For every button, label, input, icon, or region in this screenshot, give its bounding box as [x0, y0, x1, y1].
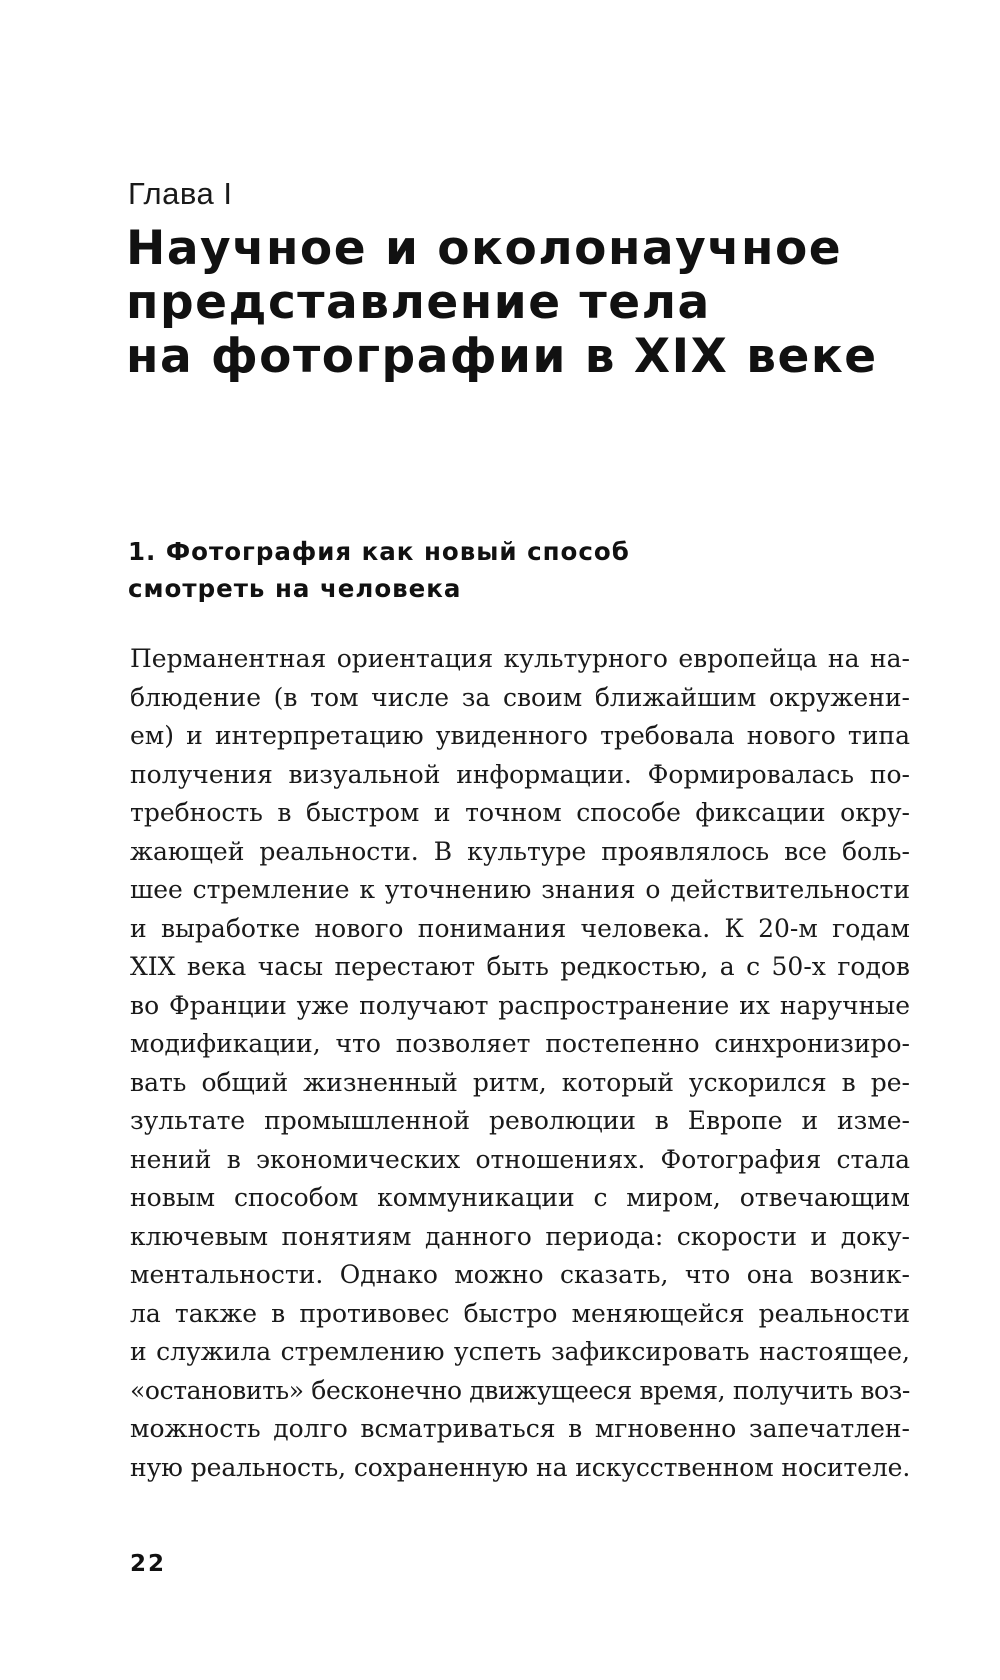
body-line-11: модификации, что позволяет постепенно синхронизиро- [130, 1029, 910, 1058]
chapter-title-line-3: на фотографии в XIX веке [126, 329, 878, 384]
body-line-16: ключевым понятиям данного периода: скорости и доку- [130, 1221, 910, 1251]
body-line-13: зультате промышленной революции в Европе и изме- [130, 1106, 910, 1135]
body-line-15: новым способом коммуникации с миром, отвечающим [130, 1183, 910, 1212]
chapter-label: Глава I [128, 176, 233, 211]
page-number: 22 [130, 1551, 167, 1577]
body-line-6: жающей реальности. В культуре проявлялось все боль- [130, 836, 910, 866]
body-line-12: вать общий жизненный ритм, который ускорился в ре- [130, 1067, 910, 1097]
section-title-line-1: 1. Фотография как новый способ [128, 537, 630, 566]
body-line-4: получения визуальной информации. Формировалась по- [130, 759, 910, 789]
body-line-3: ем) и интерпретацию увиденного требовала нового типа [130, 721, 910, 750]
body-line-19: и служила стремлению успеть зафиксировать настоящее, [130, 1337, 910, 1366]
section-title [128, 533, 928, 607]
body-line-8: и выработке нового понимания человека. К 20-м годам [130, 913, 910, 943]
body-line-14: нений в экономических отношениях. Фотография стала [130, 1144, 910, 1174]
section-title-line-2: смотреть на человека [128, 574, 462, 603]
body-line-18: ла также в противовес быстро меняющейся реальности [130, 1298, 910, 1328]
body-line-22: ную реальность, сохраненную на искусственном носителе. [130, 1452, 911, 1482]
chapter-title-line-2: представление тела [126, 275, 711, 330]
body-line-1: Перманентная ориентация культурного европейца на на- [130, 644, 910, 673]
chapter-title-line-1: Научное и околонаучное [126, 221, 843, 276]
body-line-21: можность долго всматриваться в мгновенно запечатлен- [130, 1414, 910, 1443]
body-line-10: во Франции уже получают распространение их наручные [130, 990, 910, 1020]
body-line-5: требность в быстром и точном способе фиксации окру- [130, 798, 910, 827]
chapter-title [126, 222, 956, 384]
body-paragraph [130, 640, 910, 1487]
body-line-17: ментальности. Однако можно сказать, что она возник- [130, 1260, 910, 1289]
body-line-2: блюдение (в том числе за своим ближайшим окружени- [130, 682, 910, 712]
body-line-9: XIX века часы перестают быть редкостью, а с 50-х годов [130, 952, 910, 981]
body-line-7: шее стремление к уточнению знания о действительности [130, 875, 910, 904]
body-line-20: «остановить» бесконечно движущееся время, получить воз- [130, 1375, 910, 1405]
